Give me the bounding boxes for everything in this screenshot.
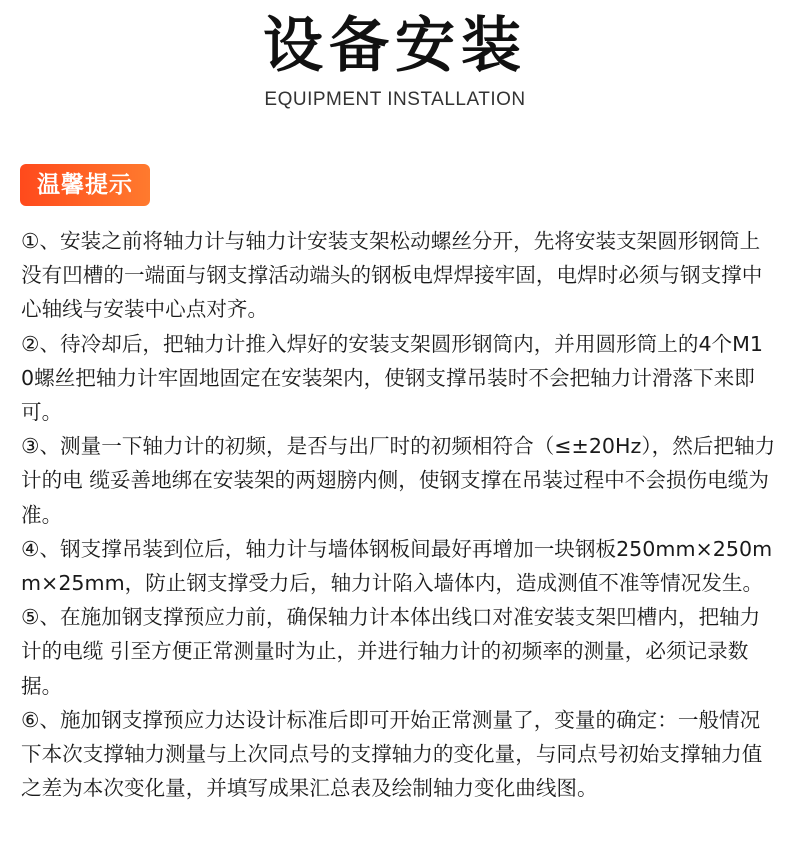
instruction-step-6: ⑥、施加钢支撑预应力达设计标准后即可开始正常测量了，变量的确定：一般情况下本次支撑轴力测量与上次同点号的支撑轴力的变化量，与同点号初始支撑轴力值之差为本次变化量，并填写成果汇总表及绘制轴力变化曲线图。 — [21, 707, 763, 801]
instruction-step-4: ④、钢支撑吊装到位后，轴力计与墙体钢板间最好再增加一块钢板250mm×250mm×25mm，防止钢支撑受力后，轴力计陷入墙体内，造成测值不准等情况发生。 — [21, 536, 773, 596]
tip-badge: 温馨提示 — [20, 164, 150, 206]
page-subtitle: EQUIPMENT INSTALLATION — [264, 89, 526, 110]
page-title: 设备安装 — [263, 11, 527, 81]
instruction-step-5: ⑤、在施加钢支撑预应力前，确保轴力计本体出线口对准安装支架凹槽内，把轴力计的电缆 引至方便正常测量时为止，并进行轴力计的初频率的测量，必须记录数据。 — [21, 605, 761, 698]
instructions-list — [21, 224, 776, 805]
instruction-step-1: ①、安装之前将轴力计与轴力计安装支架松动螺丝分开，先将安装支架圆形钢筒上没有凹槽的一端面与钢支撑活动端头的钢板电焊焊接牢固，电焊时必须与钢支撑中心轴线与安装中心点对齐。 — [21, 229, 763, 322]
instruction-step-3: ③、测量一下轴力计的初频，是否与出厂时的初频相符合（≤±20Hz），然后把轴力计的电 缆妥善地绑在安装架的两翅膀内侧，使钢支撑在吊装过程中不会损伤电缆为准。 — [21, 434, 776, 527]
instruction-step-2: ②、待冷却后，把轴力计推入焊好的安装支架圆形钢筒内，并用圆形筒上的4个M10螺丝把轴力计牢固地固定在安装架内，使钢支撑吊装时不会把轴力计滑落下来即可。 — [21, 331, 764, 425]
